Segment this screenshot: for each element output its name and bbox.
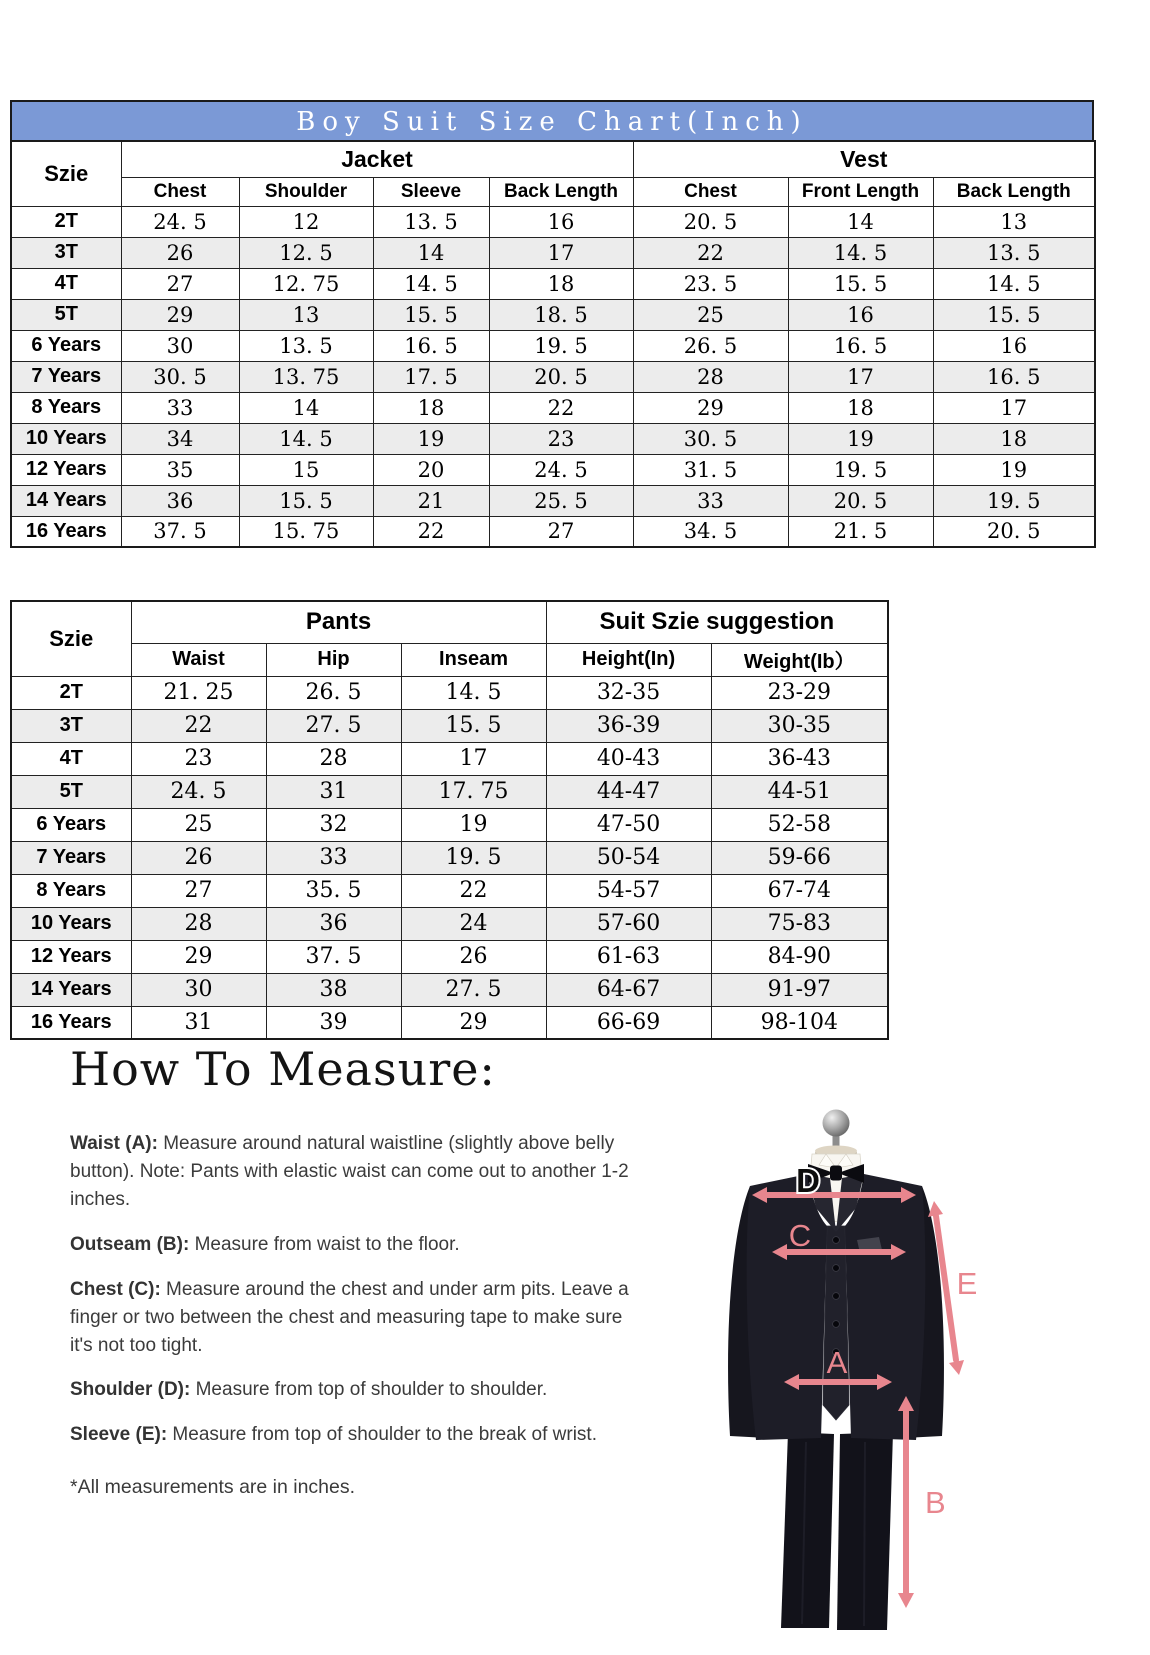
value-cell: 18. 5: [489, 299, 633, 330]
value-cell: 23: [131, 742, 266, 775]
value-cell: 27. 5: [266, 709, 401, 742]
column-header: Inseam: [401, 643, 546, 676]
value-cell: 36: [121, 485, 239, 516]
value-cell: 44-51: [711, 775, 888, 808]
value-cell: 84-90: [711, 940, 888, 973]
table-row: [11, 423, 1095, 454]
value-cell: 13: [933, 206, 1095, 237]
value-cell: 14. 5: [239, 423, 373, 454]
outseam-label: B: [925, 1485, 946, 1520]
value-cell: 26. 5: [266, 676, 401, 709]
size-cell: 10 Years: [11, 907, 131, 940]
instruction-lead: Waist (A):: [70, 1133, 158, 1154]
instruction-lead: Chest (C):: [70, 1278, 161, 1300]
value-cell: 15. 5: [401, 709, 546, 742]
value-cell: 30-35: [711, 709, 888, 742]
value-cell: 24. 5: [131, 775, 266, 808]
value-cell: 59-66: [711, 841, 888, 874]
value-cell: 12. 75: [239, 268, 373, 299]
table-body: [11, 676, 888, 1039]
value-cell: 64-67: [546, 973, 711, 1006]
value-cell: 13. 5: [373, 206, 489, 237]
size-column-header: Szie: [11, 141, 121, 206]
table-row: [11, 676, 888, 709]
value-cell: 16. 5: [788, 330, 933, 361]
measure-instructions: [70, 1130, 638, 1449]
how-to-measure-heading: How To Measure:: [70, 1042, 496, 1096]
value-cell: 29: [401, 1006, 546, 1039]
value-cell: 26: [401, 940, 546, 973]
measure-instruction: Sleeve (E): Measure from top of shoulder to the break of wrist.: [70, 1424, 597, 1446]
size-chart-title: Boy Suit Size Chart(Inch): [10, 100, 1094, 140]
value-cell: 26: [131, 841, 266, 874]
size-cell: 14 Years: [11, 485, 121, 516]
value-cell: 28: [266, 742, 401, 775]
table-row: [11, 841, 888, 874]
value-cell: 98-104: [711, 1006, 888, 1039]
size-column-header: Szie: [11, 601, 131, 676]
value-cell: 31. 5: [633, 454, 788, 485]
group-header: Jacket: [121, 141, 633, 177]
table-row: [11, 874, 888, 907]
table-row: [11, 299, 1095, 330]
table-row: [11, 907, 888, 940]
value-cell: 19. 5: [489, 330, 633, 361]
suit-diagram-svg: [660, 1080, 1090, 1650]
table-row: [11, 392, 1095, 423]
value-cell: 26. 5: [633, 330, 788, 361]
value-cell: 16. 5: [373, 330, 489, 361]
value-cell: 19. 5: [401, 841, 546, 874]
size-cell: 12 Years: [11, 940, 131, 973]
chest-label: C: [788, 1218, 812, 1253]
measure-instruction: Chest (C): Measure around the chest and under arm pits. Leave a finger or two between the chest and measuring tape to make sure it's not too tight.: [70, 1278, 629, 1356]
value-cell: 16: [489, 206, 633, 237]
value-cell: 32-35: [546, 676, 711, 709]
value-cell: 15. 5: [933, 299, 1095, 330]
value-cell: 29: [633, 392, 788, 423]
pants: [781, 1432, 893, 1630]
value-cell: 39: [266, 1006, 401, 1039]
value-cell: 17: [401, 742, 546, 775]
table-row: [11, 206, 1095, 237]
size-cell: 12 Years: [11, 454, 121, 485]
value-cell: 27: [131, 874, 266, 907]
value-cell: 33: [633, 485, 788, 516]
value-cell: 23: [489, 423, 633, 454]
column-header: Sleeve: [373, 177, 489, 206]
vest: [823, 1226, 849, 1420]
column-header: Back Length: [489, 177, 633, 206]
value-cell: 14. 5: [401, 676, 546, 709]
value-cell: 14. 5: [373, 268, 489, 299]
value-cell: 35: [121, 454, 239, 485]
value-cell: 31: [131, 1006, 266, 1039]
value-cell: 37. 5: [266, 940, 401, 973]
value-cell: 20. 5: [933, 516, 1095, 547]
value-cell: 61-63: [546, 940, 711, 973]
table-header: [11, 141, 1095, 206]
value-cell: 32: [266, 808, 401, 841]
value-cell: 17. 75: [401, 775, 546, 808]
instruction-lead: Shoulder (D):: [70, 1379, 191, 1401]
value-cell: 54-57: [546, 874, 711, 907]
value-cell: 14: [788, 206, 933, 237]
value-cell: 26: [121, 237, 239, 268]
value-cell: 66-69: [546, 1006, 711, 1039]
value-cell: 17: [933, 392, 1095, 423]
value-cell: 22: [633, 237, 788, 268]
header-group-row: [11, 601, 888, 643]
value-cell: 19. 5: [933, 485, 1095, 516]
table-row: [11, 454, 1095, 485]
suit-measurement-diagram: [660, 1080, 1090, 1650]
value-cell: 12: [239, 206, 373, 237]
value-cell: 75-83: [711, 907, 888, 940]
value-cell: 34. 5: [633, 516, 788, 547]
value-cell: 31: [266, 775, 401, 808]
value-cell: 17: [788, 361, 933, 392]
value-cell: 25: [131, 808, 266, 841]
value-cell: 35. 5: [266, 874, 401, 907]
value-cell: 22: [131, 709, 266, 742]
instruction-lead: Sleeve (E):: [70, 1424, 168, 1446]
value-cell: 15. 5: [788, 268, 933, 299]
value-cell: 52-58: [711, 808, 888, 841]
value-cell: 13. 5: [933, 237, 1095, 268]
table-row: [11, 237, 1095, 268]
value-cell: 19: [373, 423, 489, 454]
size-cell: 10 Years: [11, 423, 121, 454]
value-cell: 27: [489, 516, 633, 547]
waist-label: A: [826, 1345, 848, 1380]
table-row: [11, 973, 888, 1006]
size-cell: 16 Years: [11, 516, 121, 547]
value-cell: 17. 5: [373, 361, 489, 392]
shoulder-label: D: [796, 1162, 820, 1199]
size-cell: 8 Years: [11, 874, 131, 907]
instruction-lead: Outseam (B):: [70, 1233, 190, 1255]
value-cell: 23-29: [711, 676, 888, 709]
measure-instruction: Outseam (B): Measure from waist to the floor.: [70, 1233, 460, 1255]
value-cell: 34: [121, 423, 239, 454]
value-cell: 22: [489, 392, 633, 423]
value-cell: 13. 75: [239, 361, 373, 392]
value-cell: 28: [633, 361, 788, 392]
value-cell: 30: [131, 973, 266, 1006]
measurements-footnote: *All measurements are in inches.: [70, 1476, 356, 1499]
column-header: Weight(Ib）: [711, 643, 888, 676]
value-cell: 24. 5: [121, 206, 239, 237]
value-cell: 25: [633, 299, 788, 330]
value-cell: 47-50: [546, 808, 711, 841]
value-cell: 18: [489, 268, 633, 299]
value-cell: 36: [266, 907, 401, 940]
value-cell: 37. 5: [121, 516, 239, 547]
value-cell: 16: [788, 299, 933, 330]
value-cell: 24. 5: [489, 454, 633, 485]
value-cell: 14. 5: [788, 237, 933, 268]
size-cell: 8 Years: [11, 392, 121, 423]
group-header: Vest: [633, 141, 1095, 177]
measure-instruction: Waist (A): Measure around natural waistline (slightly above belly button). Note: Pants with elastic waist can come out to another 1-2 inches.: [70, 1133, 629, 1210]
value-cell: 19: [933, 454, 1095, 485]
value-cell: 21. 25: [131, 676, 266, 709]
size-cell: 5T: [11, 299, 121, 330]
value-cell: 14: [239, 392, 373, 423]
value-cell: 91-97: [711, 973, 888, 1006]
table-header: [11, 601, 888, 676]
column-header: Front Length: [788, 177, 933, 206]
mannequin-head: [815, 1110, 857, 1159]
measure-instruction: Shoulder (D): Measure from top of shoulder to shoulder.: [70, 1379, 548, 1401]
table-row: [11, 330, 1095, 361]
value-cell: 27. 5: [401, 973, 546, 1006]
value-cell: 13: [239, 299, 373, 330]
column-header: Shoulder: [239, 177, 373, 206]
how-to-measure-section: [70, 1042, 638, 1519]
value-cell: 30. 5: [121, 361, 239, 392]
value-cell: 20. 5: [489, 361, 633, 392]
value-cell: 44-47: [546, 775, 711, 808]
value-cell: 36-39: [546, 709, 711, 742]
size-cell: 6 Years: [11, 330, 121, 361]
table-row: [11, 940, 888, 973]
value-cell: 29: [131, 940, 266, 973]
size-cell: 4T: [11, 742, 131, 775]
table-row: [11, 742, 888, 775]
header-sub-row: [11, 177, 1095, 206]
value-cell: 22: [373, 516, 489, 547]
value-cell: 50-54: [546, 841, 711, 874]
value-cell: 20: [373, 454, 489, 485]
header-sub-row: [11, 643, 888, 676]
value-cell: 67-74: [711, 874, 888, 907]
value-cell: 18: [788, 392, 933, 423]
value-cell: 15. 5: [373, 299, 489, 330]
size-cell: 7 Years: [11, 361, 121, 392]
value-cell: 19: [788, 423, 933, 454]
value-cell: 30. 5: [633, 423, 788, 454]
sleeve-label: E: [956, 1266, 978, 1301]
value-cell: 20. 5: [633, 206, 788, 237]
size-cell: 5T: [11, 775, 131, 808]
size-cell: 3T: [11, 709, 131, 742]
value-cell: 20. 5: [788, 485, 933, 516]
value-cell: 21: [373, 485, 489, 516]
value-cell: 15. 75: [239, 516, 373, 547]
column-header: Hip: [266, 643, 401, 676]
value-cell: 15. 5: [239, 485, 373, 516]
value-cell: 17: [489, 237, 633, 268]
size-cell: 7 Years: [11, 841, 131, 874]
size-cell: 4T: [11, 268, 121, 299]
value-cell: 24: [401, 907, 546, 940]
column-header: Chest: [121, 177, 239, 206]
value-cell: 33: [121, 392, 239, 423]
value-cell: 29: [121, 299, 239, 330]
value-cell: 27: [121, 268, 239, 299]
header-group-row: [11, 141, 1095, 177]
value-cell: 38: [266, 973, 401, 1006]
table-row: [11, 485, 1095, 516]
value-cell: 16: [933, 330, 1095, 361]
value-cell: 13. 5: [239, 330, 373, 361]
size-cell: 14 Years: [11, 973, 131, 1006]
size-cell: 16 Years: [11, 1006, 131, 1039]
value-cell: 14. 5: [933, 268, 1095, 299]
value-cell: 15: [239, 454, 373, 485]
table-row: [11, 775, 888, 808]
size-cell: 3T: [11, 237, 121, 268]
table-row: [11, 709, 888, 742]
value-cell: 14: [373, 237, 489, 268]
value-cell: 57-60: [546, 907, 711, 940]
value-cell: 18: [933, 423, 1095, 454]
value-cell: 28: [131, 907, 266, 940]
pants-suggestion-table: [10, 600, 889, 1040]
column-header: Waist: [131, 643, 266, 676]
group-header: Pants: [131, 601, 546, 643]
boy-suit-size-chart: [10, 100, 1094, 548]
size-cell: 2T: [11, 676, 131, 709]
value-cell: 23. 5: [633, 268, 788, 299]
column-header: Chest: [633, 177, 788, 206]
jacket-vest-size-table: [10, 140, 1096, 548]
value-cell: 22: [401, 874, 546, 907]
size-cell: 6 Years: [11, 808, 131, 841]
pants-size-chart: [10, 600, 887, 1040]
column-header: Height(In): [546, 643, 711, 676]
group-header: Suit Szie suggestion: [546, 601, 888, 643]
value-cell: 18: [373, 392, 489, 423]
table-body: [11, 206, 1095, 547]
table-row: [11, 268, 1095, 299]
table-row: [11, 361, 1095, 392]
value-cell: 40-43: [546, 742, 711, 775]
value-cell: 19. 5: [788, 454, 933, 485]
size-cell: 2T: [11, 206, 121, 237]
value-cell: 36-43: [711, 742, 888, 775]
value-cell: 30: [121, 330, 239, 361]
value-cell: 33: [266, 841, 401, 874]
value-cell: 25. 5: [489, 485, 633, 516]
table-row: [11, 808, 888, 841]
table-row: [11, 516, 1095, 547]
value-cell: 16. 5: [933, 361, 1095, 392]
value-cell: 12. 5: [239, 237, 373, 268]
table-row: [11, 1006, 888, 1039]
value-cell: 21. 5: [788, 516, 933, 547]
column-header: Back Length: [933, 177, 1095, 206]
value-cell: 19: [401, 808, 546, 841]
